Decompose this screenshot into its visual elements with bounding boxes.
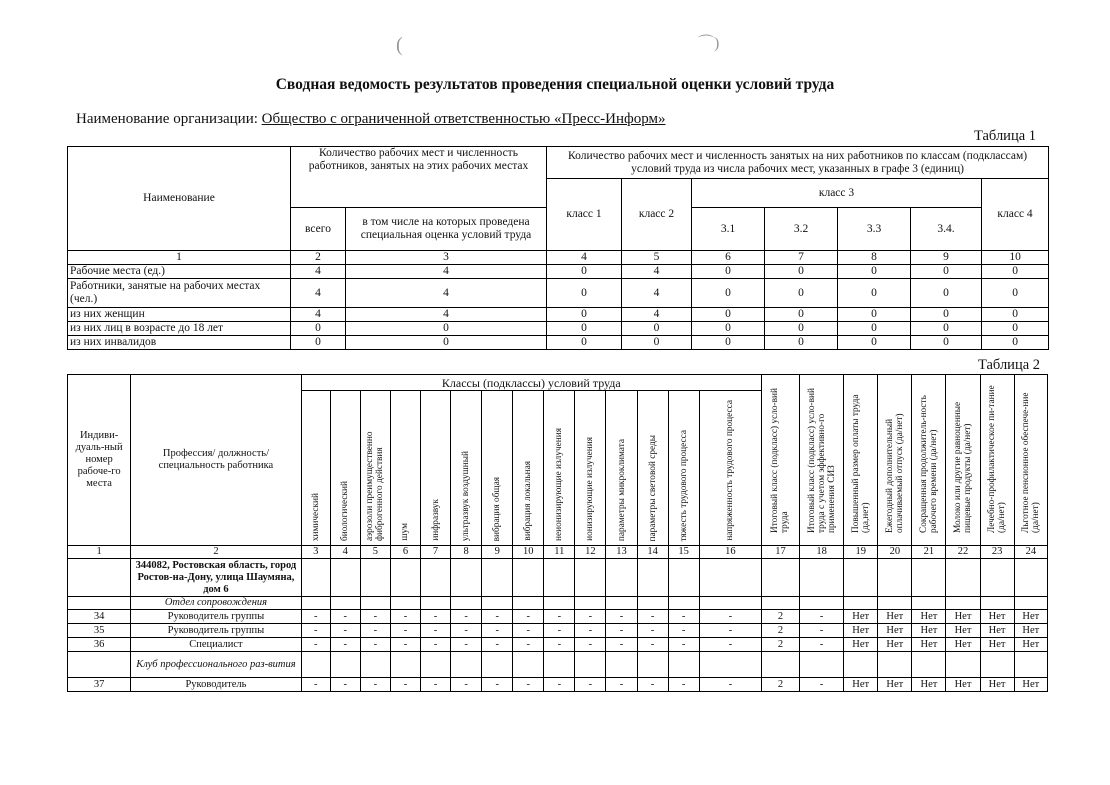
cell: 4 <box>346 308 547 322</box>
col-header-pay: Повышенный размер оплаты труда (да,нет) <box>850 394 871 533</box>
cell: - <box>637 678 668 692</box>
cell: - <box>482 638 513 652</box>
cell: - <box>330 638 360 652</box>
col-header-noise: шум <box>400 523 411 541</box>
cell: 0 <box>547 322 622 336</box>
org-label: Наименование организации: <box>76 111 258 127</box>
cell: Нет <box>844 638 878 652</box>
cell: - <box>451 610 482 624</box>
cell: 0 <box>838 308 911 322</box>
cell: Нет <box>912 678 946 692</box>
department-cell: Клуб профессионального раз-вития <box>131 652 302 678</box>
cell: - <box>575 678 606 692</box>
col-header-profession: Профессия/ должность/ специальность работника <box>131 375 302 546</box>
row-name: из них инвалидов <box>68 336 291 350</box>
cell: 0 <box>982 265 1049 279</box>
cell: - <box>301 638 330 652</box>
column-number: 4 <box>330 546 360 559</box>
row-name: Работники, занятые на рабочих местах (чел.) <box>68 279 291 308</box>
cell: - <box>390 624 420 638</box>
org-name: Общество с ограниченной ответственностью «Пресс-Информ» <box>261 111 666 127</box>
cell: - <box>699 624 761 638</box>
cell: Нет <box>946 678 980 692</box>
cell: - <box>421 610 451 624</box>
cell: - <box>513 638 544 652</box>
cell: Нет <box>878 610 912 624</box>
cell: Нет <box>1014 638 1047 652</box>
cell: - <box>482 610 513 624</box>
cell: - <box>544 638 575 652</box>
col-header-class1: класс 1 <box>547 179 622 251</box>
col-header-3-2: 3.2 <box>765 208 838 251</box>
cell: 0 <box>982 336 1049 350</box>
cell: - <box>575 610 606 624</box>
cell: - <box>637 624 668 638</box>
col-header-3-1: 3.1 <box>692 208 765 251</box>
row-name: из них лиц в возрасте до 18 лет <box>68 322 291 336</box>
cell: 0 <box>622 336 692 350</box>
cell: Нет <box>946 638 980 652</box>
col-header-final-class-siz: Итоговый класс (подкласс) усло-вий труда с учетом эффективно-го применения СИЗ <box>806 388 837 533</box>
cell: 0 <box>765 279 838 308</box>
cell: - <box>301 678 330 692</box>
cell: - <box>390 678 420 692</box>
table-row <box>68 322 1049 336</box>
cell: - <box>390 638 420 652</box>
cell: - <box>451 678 482 692</box>
cell: 0 <box>911 279 982 308</box>
cell: 0 <box>911 308 982 322</box>
column-number: 4 <box>547 251 622 265</box>
column-number: 8 <box>838 251 911 265</box>
col-header-vibration-local: вибрация локальная <box>523 461 534 541</box>
cell: - <box>637 610 668 624</box>
col-header-biological: биологический <box>340 481 351 541</box>
cell: - <box>451 638 482 652</box>
cell: 0 <box>622 322 692 336</box>
cell: - <box>360 678 390 692</box>
cell: Нет <box>844 678 878 692</box>
column-numbers-row <box>68 546 1048 559</box>
cell: 0 <box>346 336 547 350</box>
cell: Нет <box>912 624 946 638</box>
column-number: 21 <box>912 546 946 559</box>
cell: Нет <box>878 638 912 652</box>
cell: Нет <box>1014 678 1047 692</box>
column-number: 16 <box>699 546 761 559</box>
col-header-classes-group: Классы (подклассы) условий труда <box>301 375 761 391</box>
address-cell: 344082, Ростовская область, город Ростов-на-Дону, улица Шаумяна, дом 6 <box>131 559 302 597</box>
col-header-infrasound: инфразвук <box>430 499 441 541</box>
column-number: 1 <box>68 251 291 265</box>
cell: 4 <box>622 265 692 279</box>
cell: - <box>544 624 575 638</box>
cell: - <box>421 678 451 692</box>
col-header-nutrition: Лечебно-профилактическое пи-тание (да/нет) <box>987 385 1008 533</box>
cell: 0 <box>765 308 838 322</box>
col-header-total: всего <box>291 208 346 251</box>
cell: 0 <box>911 322 982 336</box>
cell: Нет <box>1014 610 1047 624</box>
cell: - <box>637 638 668 652</box>
column-number: 2 <box>291 251 346 265</box>
cell: - <box>668 624 699 638</box>
cell: - <box>451 624 482 638</box>
cell: - <box>330 624 360 638</box>
col-header-class2: класс 2 <box>622 179 692 251</box>
table-row <box>68 336 1049 350</box>
cell: 0 <box>982 279 1049 308</box>
cell: - <box>606 610 637 624</box>
col-header-pension: Льготное пенсионное обеспече-ние (да/нет) <box>1020 392 1041 533</box>
cell: 0 <box>547 336 622 350</box>
address-row <box>68 559 1048 597</box>
column-number: 15 <box>668 546 699 559</box>
cell: - <box>606 678 637 692</box>
cell: 0 <box>982 322 1049 336</box>
department-row <box>68 597 1048 610</box>
col-header-class3: класс 3 <box>692 179 982 208</box>
col-header-ionizing: ионизирующие излучения <box>585 437 596 541</box>
cell: Нет <box>946 610 980 624</box>
cell: - <box>421 624 451 638</box>
column-number: 14 <box>637 546 668 559</box>
col-header-ultrasound: ультразвук воздушный <box>461 450 472 541</box>
cell: - <box>668 610 699 624</box>
cell: - <box>575 624 606 638</box>
cell: 0 <box>911 265 982 279</box>
col-header-nonionizing: неионизирующие излучения <box>554 428 565 541</box>
cell: - <box>360 624 390 638</box>
col-header-class-group: Количество рабочих мест и численность занятых на них работников по классам (подклассам) условий труда из числа рабочих мест, указанных в графе 3 (единиц) <box>547 147 1049 179</box>
cell: - <box>699 678 761 692</box>
workplace-id: 37 <box>68 678 131 692</box>
table-row <box>68 624 1048 638</box>
cell: - <box>330 610 360 624</box>
column-number: 3 <box>301 546 330 559</box>
cell: 2 <box>761 678 799 692</box>
column-number: 11 <box>544 546 575 559</box>
cell: Нет <box>946 624 980 638</box>
scan-mark: ( <box>396 34 403 56</box>
cell: Нет <box>980 624 1014 638</box>
col-header-vibration-general: вибрация общая <box>492 476 503 541</box>
cell: 0 <box>692 336 765 350</box>
cell: - <box>360 610 390 624</box>
column-number: 6 <box>390 546 420 559</box>
cell: Нет <box>980 638 1014 652</box>
cell: 4 <box>291 308 346 322</box>
cell: - <box>513 624 544 638</box>
cell: Нет <box>980 678 1014 692</box>
cell: 0 <box>838 279 911 308</box>
cell: Нет <box>844 610 878 624</box>
column-number: 10 <box>982 251 1049 265</box>
cell: Нет <box>912 610 946 624</box>
column-number: 20 <box>878 546 912 559</box>
column-number: 2 <box>131 546 302 559</box>
col-header-assessed: в том числе на которых проведена специальная оценка условий труда <box>346 208 547 251</box>
cell: - <box>482 624 513 638</box>
cell: 4 <box>622 308 692 322</box>
table-row <box>68 638 1048 652</box>
col-header-final-class: Итоговый класс (подкласс) усло-вий труда <box>770 388 791 533</box>
cell: 0 <box>838 336 911 350</box>
profession: Специалист <box>131 638 302 652</box>
cell: - <box>482 678 513 692</box>
cell: - <box>699 610 761 624</box>
table-row <box>68 308 1049 322</box>
cell: Нет <box>912 638 946 652</box>
cell: - <box>800 624 844 638</box>
cell: 0 <box>692 279 765 308</box>
cell: 0 <box>547 308 622 322</box>
column-number: 5 <box>360 546 390 559</box>
department-row <box>68 652 1048 678</box>
col-header-chemical: химический <box>310 492 321 541</box>
profession: Руководитель группы <box>131 610 302 624</box>
cell: 0 <box>291 336 346 350</box>
row-name: Рабочие места (ед.) <box>68 265 291 279</box>
cell: - <box>421 638 451 652</box>
col-header-aerosols: аэрозоли преимущественно фиброгенного действия <box>365 431 386 541</box>
cell: 4 <box>291 279 346 308</box>
cell: 2 <box>761 610 799 624</box>
cell: - <box>800 610 844 624</box>
table2-label: Таблица 2 <box>978 357 1041 373</box>
column-number: 6 <box>692 251 765 265</box>
cell: - <box>513 610 544 624</box>
row-name: из них женщин <box>68 308 291 322</box>
cell: 4 <box>346 279 547 308</box>
column-number: 8 <box>451 546 482 559</box>
cell: - <box>606 638 637 652</box>
cell: - <box>668 678 699 692</box>
column-number: 5 <box>622 251 692 265</box>
column-number: 22 <box>946 546 980 559</box>
column-number: 10 <box>513 546 544 559</box>
cell: - <box>606 624 637 638</box>
cell: 4 <box>622 279 692 308</box>
col-header-intensity: напряженность трудового процесса <box>725 400 736 541</box>
cell: - <box>800 638 844 652</box>
table-row <box>68 265 1049 279</box>
cell: - <box>330 678 360 692</box>
column-number: 23 <box>980 546 1014 559</box>
cell: 0 <box>547 279 622 308</box>
col-header-3-4: 3.4. <box>911 208 982 251</box>
col-header-id: Индиви-дуаль-ный номер рабоче-го места <box>68 375 131 546</box>
column-number: 9 <box>911 251 982 265</box>
column-number: 7 <box>421 546 451 559</box>
cell: 0 <box>765 265 838 279</box>
cell: 0 <box>291 322 346 336</box>
cell: 0 <box>982 308 1049 322</box>
cell: Нет <box>1014 624 1047 638</box>
cell: - <box>668 638 699 652</box>
col-header-name: Наименование <box>68 147 291 251</box>
cell: - <box>390 610 420 624</box>
cell: 0 <box>692 308 765 322</box>
col-header-light: параметры световой среды <box>647 434 658 541</box>
department-cell: Отдел сопровождения <box>131 597 302 610</box>
cell: 0 <box>838 265 911 279</box>
col-header-class4: класс 4 <box>982 179 1049 251</box>
table-row <box>68 610 1048 624</box>
profession: Руководитель группы <box>131 624 302 638</box>
column-number: 19 <box>844 546 878 559</box>
cell: - <box>699 638 761 652</box>
cell: 0 <box>838 322 911 336</box>
cell: 0 <box>911 336 982 350</box>
cell: - <box>360 638 390 652</box>
cell: - <box>575 638 606 652</box>
col-header-microclimate: параметры микроклимата <box>616 438 627 541</box>
column-number: 3 <box>346 251 547 265</box>
workplace-id: 35 <box>68 624 131 638</box>
cell: 0 <box>765 336 838 350</box>
cell: Нет <box>878 678 912 692</box>
column-number: 13 <box>606 546 637 559</box>
cell: 4 <box>291 265 346 279</box>
column-number: 12 <box>575 546 606 559</box>
workplace-id: 34 <box>68 610 131 624</box>
col-header-milk: Молоко или другие равноценные пищевые продукты (да/нет) <box>953 401 973 533</box>
column-number: 7 <box>765 251 838 265</box>
column-number: 17 <box>761 546 799 559</box>
column-number: 9 <box>482 546 513 559</box>
cell: 2 <box>761 624 799 638</box>
col-header-leave: Ежегодный дополнительный оплачиваемый отпуск (да/нет) <box>884 413 905 533</box>
cell: - <box>301 610 330 624</box>
column-number: 18 <box>800 546 844 559</box>
workplace-id: 36 <box>68 638 131 652</box>
summary-table <box>67 146 1049 350</box>
profession: Руководитель <box>131 678 302 692</box>
organization-line <box>76 111 666 128</box>
page-title: Сводная ведомость результатов проведения специальной оценки условий труда <box>275 76 835 93</box>
cell: - <box>544 610 575 624</box>
col-header-severity: тяжесть трудового процесса <box>678 429 689 541</box>
table1-label: Таблица 1 <box>974 128 1037 144</box>
scan-mark: ⌒) <box>698 35 720 52</box>
cell: 0 <box>346 322 547 336</box>
cell: - <box>301 624 330 638</box>
table-row <box>68 279 1049 308</box>
cell: - <box>544 678 575 692</box>
col-header-hours: Сокращенная продолжитель-ность рабочего времени (да/нет) <box>918 395 939 533</box>
column-numbers-row <box>68 251 1049 265</box>
cell: Нет <box>844 624 878 638</box>
cell: 0 <box>692 265 765 279</box>
column-number: 1 <box>68 546 131 559</box>
column-number: 24 <box>1014 546 1047 559</box>
cell: Нет <box>980 610 1014 624</box>
cell: 4 <box>346 265 547 279</box>
cell: 0 <box>547 265 622 279</box>
cell: 2 <box>761 638 799 652</box>
cell: - <box>800 678 844 692</box>
col-header-count-group: Количество рабочих мест и численность работников, занятых на этих рабочих местах <box>291 147 547 208</box>
cell: 0 <box>765 322 838 336</box>
cell: 0 <box>692 322 765 336</box>
table-row <box>68 678 1048 692</box>
workplaces-table <box>67 374 1048 692</box>
cell: Нет <box>878 624 912 638</box>
cell: - <box>513 678 544 692</box>
col-header-3-3: 3.3 <box>838 208 911 251</box>
